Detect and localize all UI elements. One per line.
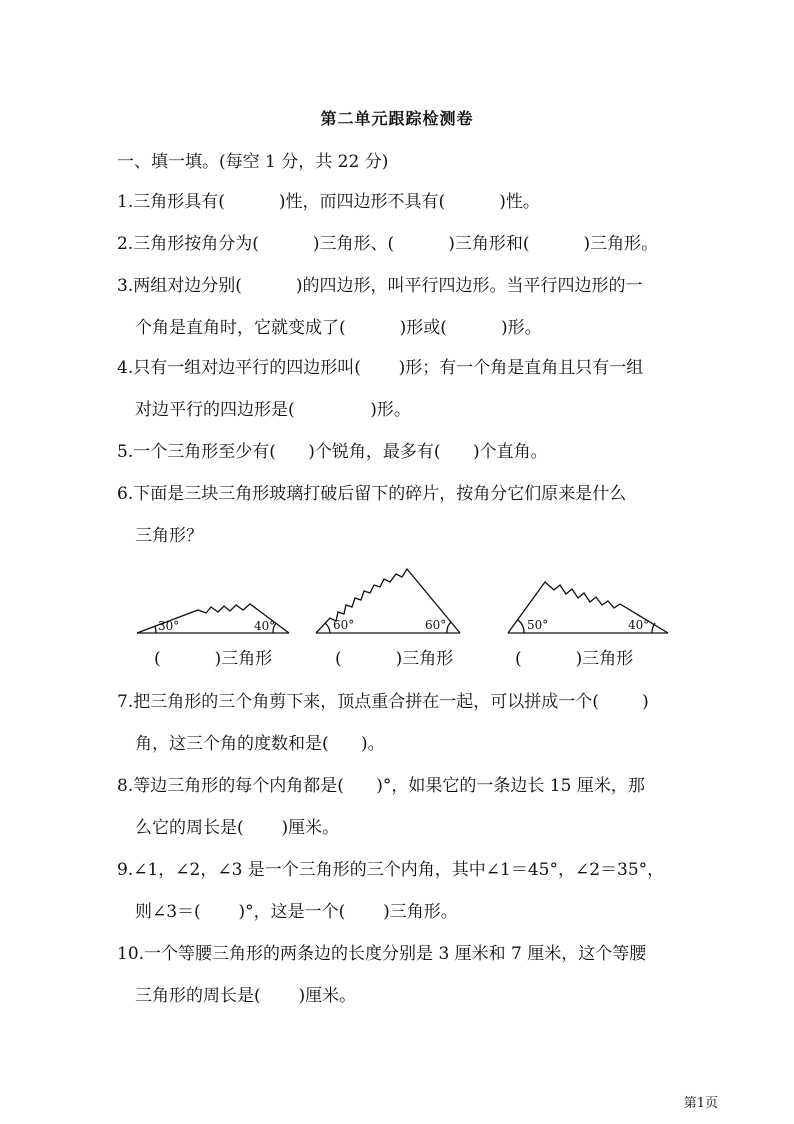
question-5: 5.一个三角形至少有( )个锐角，最多有( )个直角。: [117, 442, 548, 462]
answer-blank-2: ( )三角形: [335, 649, 454, 669]
question-2: 2.三角形按角分为( )三角形、( )三角形和( )三角形。: [117, 234, 659, 254]
fig1-left-angle: 30°: [158, 619, 180, 633]
question-3-line-1: 3.两组对边分别( )的四边形，叫平行四边形。当平行四边形的一: [117, 276, 643, 296]
fig1-right-angle: 40°: [254, 619, 276, 633]
question-8-line-2: 么它的周长是( )厘米。: [135, 818, 340, 838]
fig2-left-angle: 60°: [333, 618, 355, 632]
question-9-line-2: 则∠3＝( )°，这是一个( )三角形。: [135, 902, 458, 922]
broken-triangles-figure: [0, 555, 794, 645]
question-8-line-1: 8.等边三角形的每个内角都是( )°，如果它的一条边长 15 厘米，那: [117, 776, 645, 796]
page-title: 第二单元跟踪检测卷: [320, 109, 474, 128]
question-10-line-1: 10.一个等腰三角形的两条边的长度分别是 3 厘米和 7 厘米，这个等腰: [117, 944, 647, 964]
answer-blank-3: ( )三角形: [515, 649, 634, 669]
question-1: 1.三角形具有( )性，而四边形不具有( )性。: [117, 192, 540, 212]
answer-blank-1: ( )三角形: [154, 649, 273, 669]
question-6-line-2: 三角形？: [135, 526, 203, 546]
question-9-line-1: 9.∠1，∠2，∠3 是一个三角形的三个内角，其中∠1＝45°，∠2＝35°，: [117, 860, 665, 880]
question-7-line-2: 角，这三个角的度数和是( )。: [135, 734, 385, 754]
question-7-line-1: 7.把三角形的三个角剪下来，顶点重合拼在一起，可以拼成一个( ): [117, 692, 649, 712]
question-4-line-1: 4.只有一组对边平行的四边形叫( )形；有一个角是直角且只有一组: [117, 358, 644, 378]
question-4-line-2: 对边平行的四边形是( )形。: [135, 400, 411, 420]
question-3-line-2: 个角是直角时，它就变成了( )形或( )形。: [135, 318, 542, 338]
question-10-line-2: 三角形的周长是( )厘米。: [135, 986, 357, 1006]
fig3-right-angle: 40°: [628, 618, 650, 632]
question-6-line-1: 6.下面是三块三角形玻璃打破后留下的碎片，按角分它们原来是什么: [117, 484, 627, 504]
page-number: 第1页: [683, 1096, 718, 1111]
section-heading: 一、填一填。(每空 1 分，共 22 分): [117, 152, 389, 172]
fig3-left-angle: 50°: [527, 618, 549, 632]
fig2-right-angle: 60°: [425, 618, 447, 632]
